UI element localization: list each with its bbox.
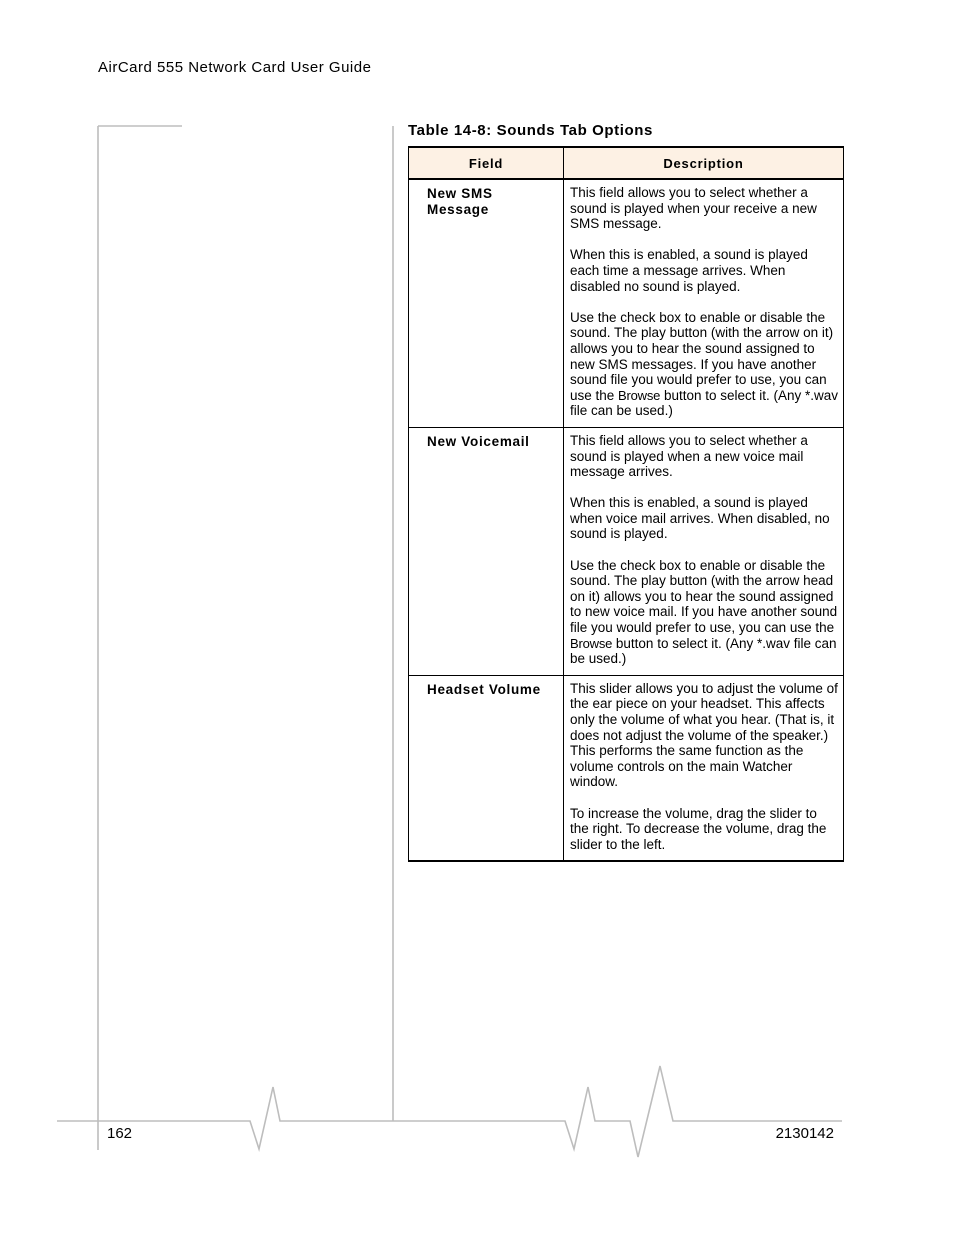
table-row <box>409 179 844 427</box>
description-paragraph: When this is enabled, a sound is played when voice mail arrives. When disabled, no sound is played. <box>570 495 830 542</box>
description-paragraph <box>570 310 839 419</box>
browse-button-reference: Browse <box>570 635 613 651</box>
field-name: New SMS Message <box>409 179 564 427</box>
column-header-field: Field <box>409 147 564 179</box>
running-header: AirCard 555 Network Card User Guide <box>98 59 372 76</box>
description-paragraph: This field allows you to select whether a sound is played when a new voice mail message arrives. <box>570 432 808 480</box>
sounds-tab-options-table <box>408 146 844 862</box>
description-text: Use the check box to enable or disable the sound. The play button (with the arrow head on it) allows you to hear the sound assigned to new voice mail. If you have another sound file you would prefer to use, you can use the <box>570 557 838 636</box>
page-number: 162 <box>107 1125 133 1142</box>
description-text: Use the check box to enable or disable the sound. The play button (with the arrow on it) allows you to hear the sound assigned to new SMS messages. If you have another sound file you would prefer to use, you can use the <box>570 309 834 403</box>
field-description <box>564 427 844 675</box>
description-paragraph <box>570 558 839 667</box>
field-name: New Voicemail <box>409 427 564 675</box>
description-paragraph: This slider allows you to adjust the volume of the ear piece on your headset. This affects only the volume of what you hear. (That is, it does not adjust the volume of the speaker.) This performs the same function as the volume controls on the main Watcher window. <box>570 680 838 790</box>
document-number: 2130142 <box>775 1125 834 1142</box>
field-description <box>564 675 844 861</box>
table-caption: Table 14-8: Sounds Tab Options <box>408 122 653 139</box>
description-text: button to select it. (Any *.wav file can be used.) <box>570 387 839 419</box>
field-name: Headset Volume <box>409 675 564 861</box>
description-paragraph: When this is enabled, a sound is played each time a message arrives. When disabled no sound is played. <box>570 247 808 294</box>
description-paragraph: This field allows you to select whether a sound is played when your receive a new SMS message. <box>570 185 817 232</box>
table-row <box>409 427 844 675</box>
field-description <box>564 179 844 427</box>
description-paragraph: To increase the volume, drag the slider to the right. To decrease the volume, drag the slider to the left. <box>570 805 827 852</box>
column-header-description: Description <box>564 147 844 179</box>
description-text: button to select it. (Any *.wav file can be used.) <box>570 635 837 667</box>
table-row <box>409 675 844 861</box>
browse-button-reference: Browse <box>618 387 661 403</box>
